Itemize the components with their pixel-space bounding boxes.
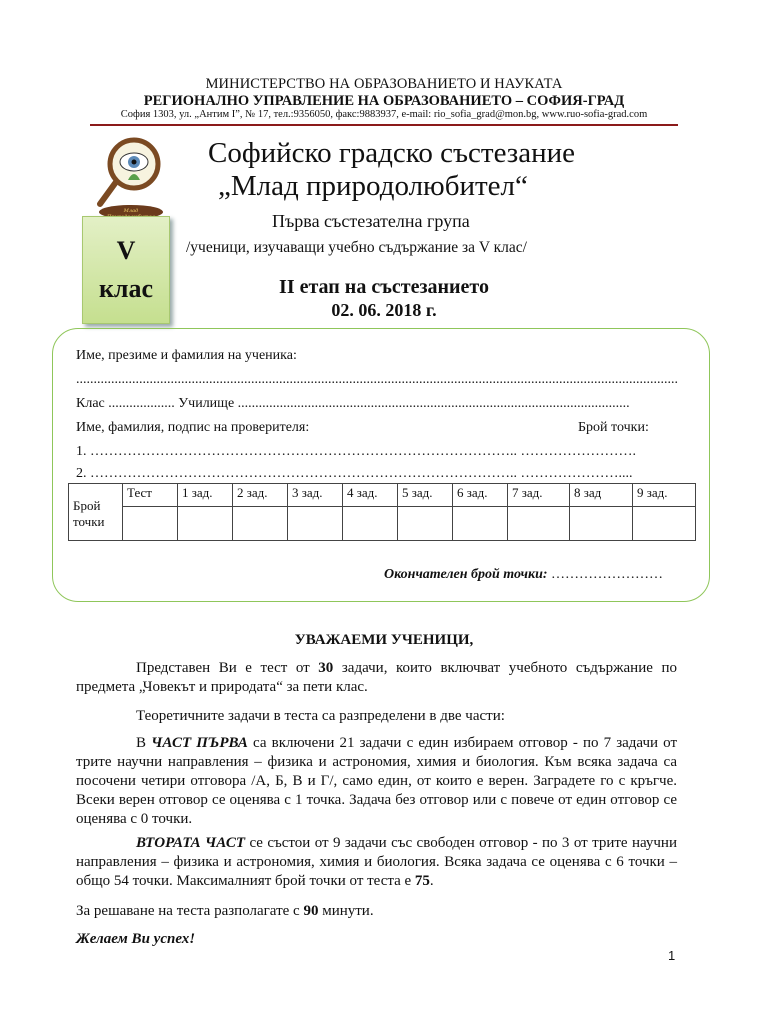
stage-date: 02. 06. 2018 г. bbox=[331, 300, 437, 320]
score-cell-task-5[interactable] bbox=[398, 507, 453, 541]
score-header-task-6: 6 зад. bbox=[453, 484, 508, 507]
p1-text-end: задачи, които включват учебното съдържание по предмета „Човекът и природата“ за пети клас. bbox=[76, 660, 677, 695]
score-header-task-7: 7 зад. bbox=[508, 484, 570, 507]
score-cell-task-4[interactable] bbox=[343, 507, 398, 541]
score-cell-test[interactable] bbox=[123, 507, 178, 541]
instructions-paragraph-5 bbox=[76, 902, 677, 921]
score-cell-task-7[interactable] bbox=[508, 507, 570, 541]
score-cell-task-2[interactable] bbox=[233, 507, 288, 541]
score-cell-task-3[interactable] bbox=[288, 507, 343, 541]
grader-1-field[interactable]: 1. ……………………………………………………………………………….. ……………………. bbox=[76, 444, 636, 459]
final-score-field[interactable]: …………………… bbox=[547, 567, 664, 582]
student-name-field[interactable]: ............................................................................................................................................................................ bbox=[76, 372, 678, 387]
department-title: РЕГИОНАЛНО УПРАВЛЕНИЕ НА ОБРАЗОВАНИЕТО – СОФИЯ-ГРАД bbox=[143, 93, 625, 109]
competition-group: Първа състезателна група bbox=[272, 211, 470, 231]
final-score-label: Окончателен брой точки: bbox=[384, 567, 548, 582]
final-score bbox=[384, 567, 663, 583]
p3-text-end: са включени 21 задачи с един избираем отговор - по 7 задачи от трите научни направления – физика и астрономия, химия и биология. Към всяка задача са посочени четири отговора /А, Б, В и Г/, само един, от които е верен. Заградете го с кръгче. Всеки верен отговор се оценява с 1 точка. Задача без отговор или с повече от един отговор се оценява с 0 точки. bbox=[76, 735, 677, 827]
part-one-label: ЧАСТ ПЪРВА bbox=[151, 735, 248, 751]
score-header-task-3: 3 зад. bbox=[288, 484, 343, 507]
grader-label: Име, фамилия, подпис на проверителя: bbox=[76, 420, 310, 435]
header-rule bbox=[90, 124, 678, 126]
students-description: /ученици, изучаващи учебно съдържание за V клас/ bbox=[186, 239, 527, 256]
instructions-paragraph-1 bbox=[76, 659, 677, 697]
p1-text: Представен Ви е тест от bbox=[136, 660, 319, 676]
contact-address: София 1303, ул. „Антим I”, № 17, тел.:9356050, факс:9883937, e-mail: rio_sofia_grad@mon.bg, www.ruo-sofia-grad.com bbox=[120, 109, 648, 120]
score-row-label: Брой точки bbox=[69, 484, 123, 541]
p4-text-end: . bbox=[429, 873, 434, 889]
class-number: V bbox=[116, 236, 136, 265]
score-header-task-5: 5 зад. bbox=[398, 484, 453, 507]
student-name-label: Име, презиме и фамилия на ученика: bbox=[76, 348, 297, 363]
good-luck-text: Желаем Ви успех! bbox=[76, 931, 196, 947]
instructions-paragraph-2: Теоретичните задачи в теста са разпределени в две части: bbox=[136, 708, 505, 724]
student-info-panel bbox=[52, 328, 710, 602]
instructions-heading: УВАЖАЕМИ УЧЕНИЦИ, bbox=[294, 632, 474, 648]
p5-text-end: минути. bbox=[318, 903, 374, 919]
competition-subtitle: „Млад природолюбител“ bbox=[218, 170, 528, 202]
points-label: Брой точки: bbox=[578, 420, 649, 435]
score-table bbox=[68, 483, 696, 541]
max-points: 75 bbox=[414, 873, 430, 889]
p1-task-count: 30 bbox=[318, 660, 334, 676]
p4-text: се състои от 9 задачи със свободен отговор - по 3 от трите научни направления – физика и астрономия, химия и биология. Всяка задача се оценява с 6 точки – общо 54 точки. Максималният брой точки от теста е bbox=[76, 835, 677, 889]
class-word: клас bbox=[98, 274, 154, 303]
score-cell-task-9[interactable] bbox=[633, 507, 696, 541]
score-header-task-1: 1 зад. bbox=[178, 484, 233, 507]
ministry-title: МИНИСТЕРСТВО НА ОБРАЗОВАНИЕТО И НАУКАТА bbox=[205, 76, 563, 92]
page-number: 1 bbox=[668, 948, 676, 963]
instructions-paragraph-3 bbox=[76, 734, 677, 829]
magnifier-eye-logo bbox=[90, 132, 172, 220]
score-cell-task-1[interactable] bbox=[178, 507, 233, 541]
score-cell-task-8[interactable] bbox=[570, 507, 633, 541]
part-two-label: ВТОРАТА ЧАСТ bbox=[136, 835, 246, 851]
p3-text: В bbox=[136, 735, 152, 751]
competition-title: Софийско градско състезание bbox=[208, 137, 576, 169]
score-header-task-9: 9 зад. bbox=[633, 484, 696, 507]
instructions-paragraph-4 bbox=[76, 834, 677, 891]
svg-text:Млад: Млад bbox=[123, 208, 139, 214]
score-cell-task-6[interactable] bbox=[453, 507, 508, 541]
time-minutes: 90 bbox=[303, 903, 319, 919]
class-school-field[interactable]: Клас ................... Училище ................................................................................................................ bbox=[76, 396, 630, 411]
stage-label: II етап на състезанието bbox=[279, 276, 489, 298]
score-header-test: Тест bbox=[123, 484, 178, 507]
score-header-task-4: 4 зад. bbox=[343, 484, 398, 507]
p5-text: За решаване на теста разполагате с bbox=[76, 903, 304, 919]
score-header-task-2: 2 зад. bbox=[233, 484, 288, 507]
grader-2-field[interactable]: 2. ……………………………………………………………………………….. ………………….... bbox=[76, 466, 633, 481]
score-header-task-8: 8 зад bbox=[570, 484, 633, 507]
